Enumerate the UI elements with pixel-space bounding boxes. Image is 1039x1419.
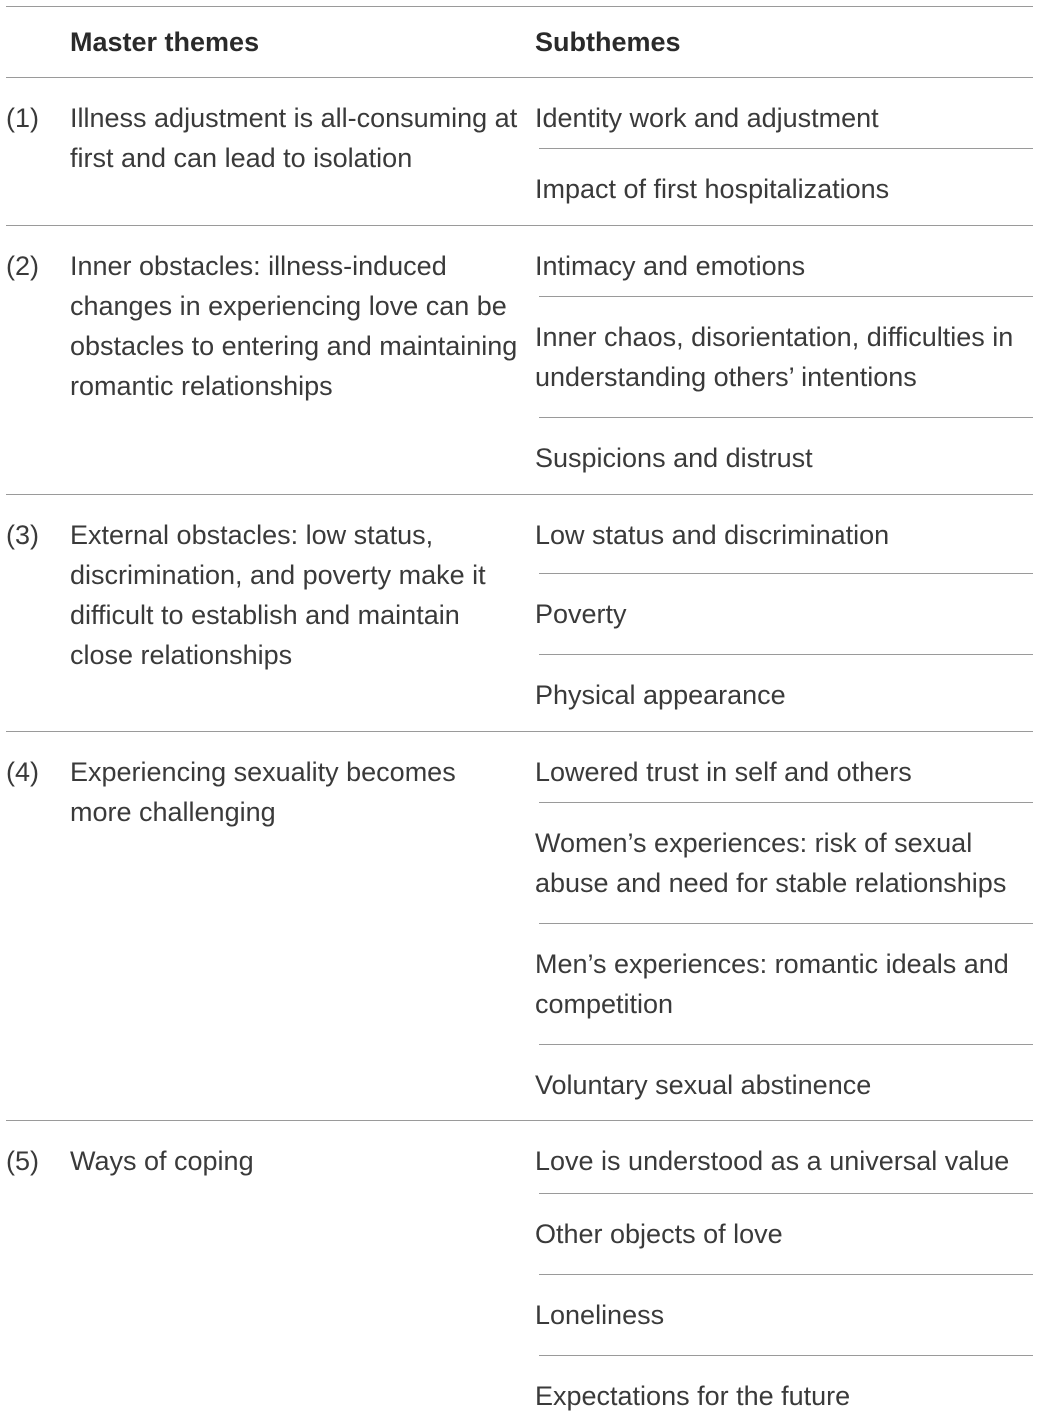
table-row <box>6 78 1033 226</box>
table-row <box>6 1121 1033 1419</box>
subtheme-item: Physical appearance <box>535 680 786 710</box>
master-theme-text: External obstacles: low status, discrimination, and poverty make it difficult to establish and maintain close relationships <box>70 520 486 670</box>
subthemes-cell <box>535 732 1033 1120</box>
subtheme-item: Poverty <box>535 599 627 629</box>
subtheme-item: Women’s experiences: risk of sexual abuse and need for stable relationships <box>535 828 1007 898</box>
subtheme-item: Voluntary sexual abstinence <box>535 1070 872 1100</box>
theme-number: (4) <box>6 757 39 787</box>
table-row <box>6 732 1033 1121</box>
theme-number: (5) <box>6 1146 39 1176</box>
subthemes-header: Subthemes <box>535 27 681 57</box>
master-theme-text: Illness adjustment is all-consuming at first and can lead to isolation <box>70 103 518 173</box>
subtheme-item: Expectations for the future <box>535 1381 851 1411</box>
theme-number: (1) <box>6 103 39 133</box>
table-body <box>6 78 1033 1419</box>
subtheme-item: Intimacy and emotions <box>535 251 806 281</box>
master-theme-text: Ways of coping <box>70 1146 254 1176</box>
subtheme-item: Impact of first hospitalizations <box>535 174 890 204</box>
master-theme-text: Inner obstacles: illness-induced changes in experiencing love can be obstacles to entering and maintaining romantic relationships <box>70 251 518 401</box>
subthemes-cell <box>535 78 1033 224</box>
master-theme-text: Experiencing sexuality becomes more challenging <box>70 757 456 827</box>
subtheme-item: Low status and discrimination <box>535 520 890 550</box>
themes-table <box>6 6 1033 1419</box>
table-row <box>6 226 1033 495</box>
master-themes-header: Master themes <box>70 27 260 57</box>
subtheme-item: Inner chaos, disorientation, difficulties in understanding others’ intentions <box>535 322 1014 392</box>
table-row <box>6 495 1033 732</box>
subtheme-item: Loneliness <box>535 1300 665 1330</box>
subthemes-cell <box>535 226 1033 493</box>
subthemes-cell <box>535 1121 1033 1419</box>
subtheme-item: Lowered trust in self and others <box>535 757 912 787</box>
theme-number: (2) <box>6 251 39 281</box>
subtheme-item: Suspicions and distrust <box>535 443 813 473</box>
subtheme-item: Identity work and adjustment <box>535 103 879 133</box>
subtheme-item: Other objects of love <box>535 1219 783 1249</box>
subtheme-item: Men’s experiences: romantic ideals and competition <box>535 949 1009 1019</box>
subthemes-cell <box>535 495 1033 730</box>
subtheme-item: Love is understood as a universal value <box>535 1146 1010 1176</box>
table-header-row <box>6 6 1033 78</box>
theme-number: (3) <box>6 520 39 550</box>
